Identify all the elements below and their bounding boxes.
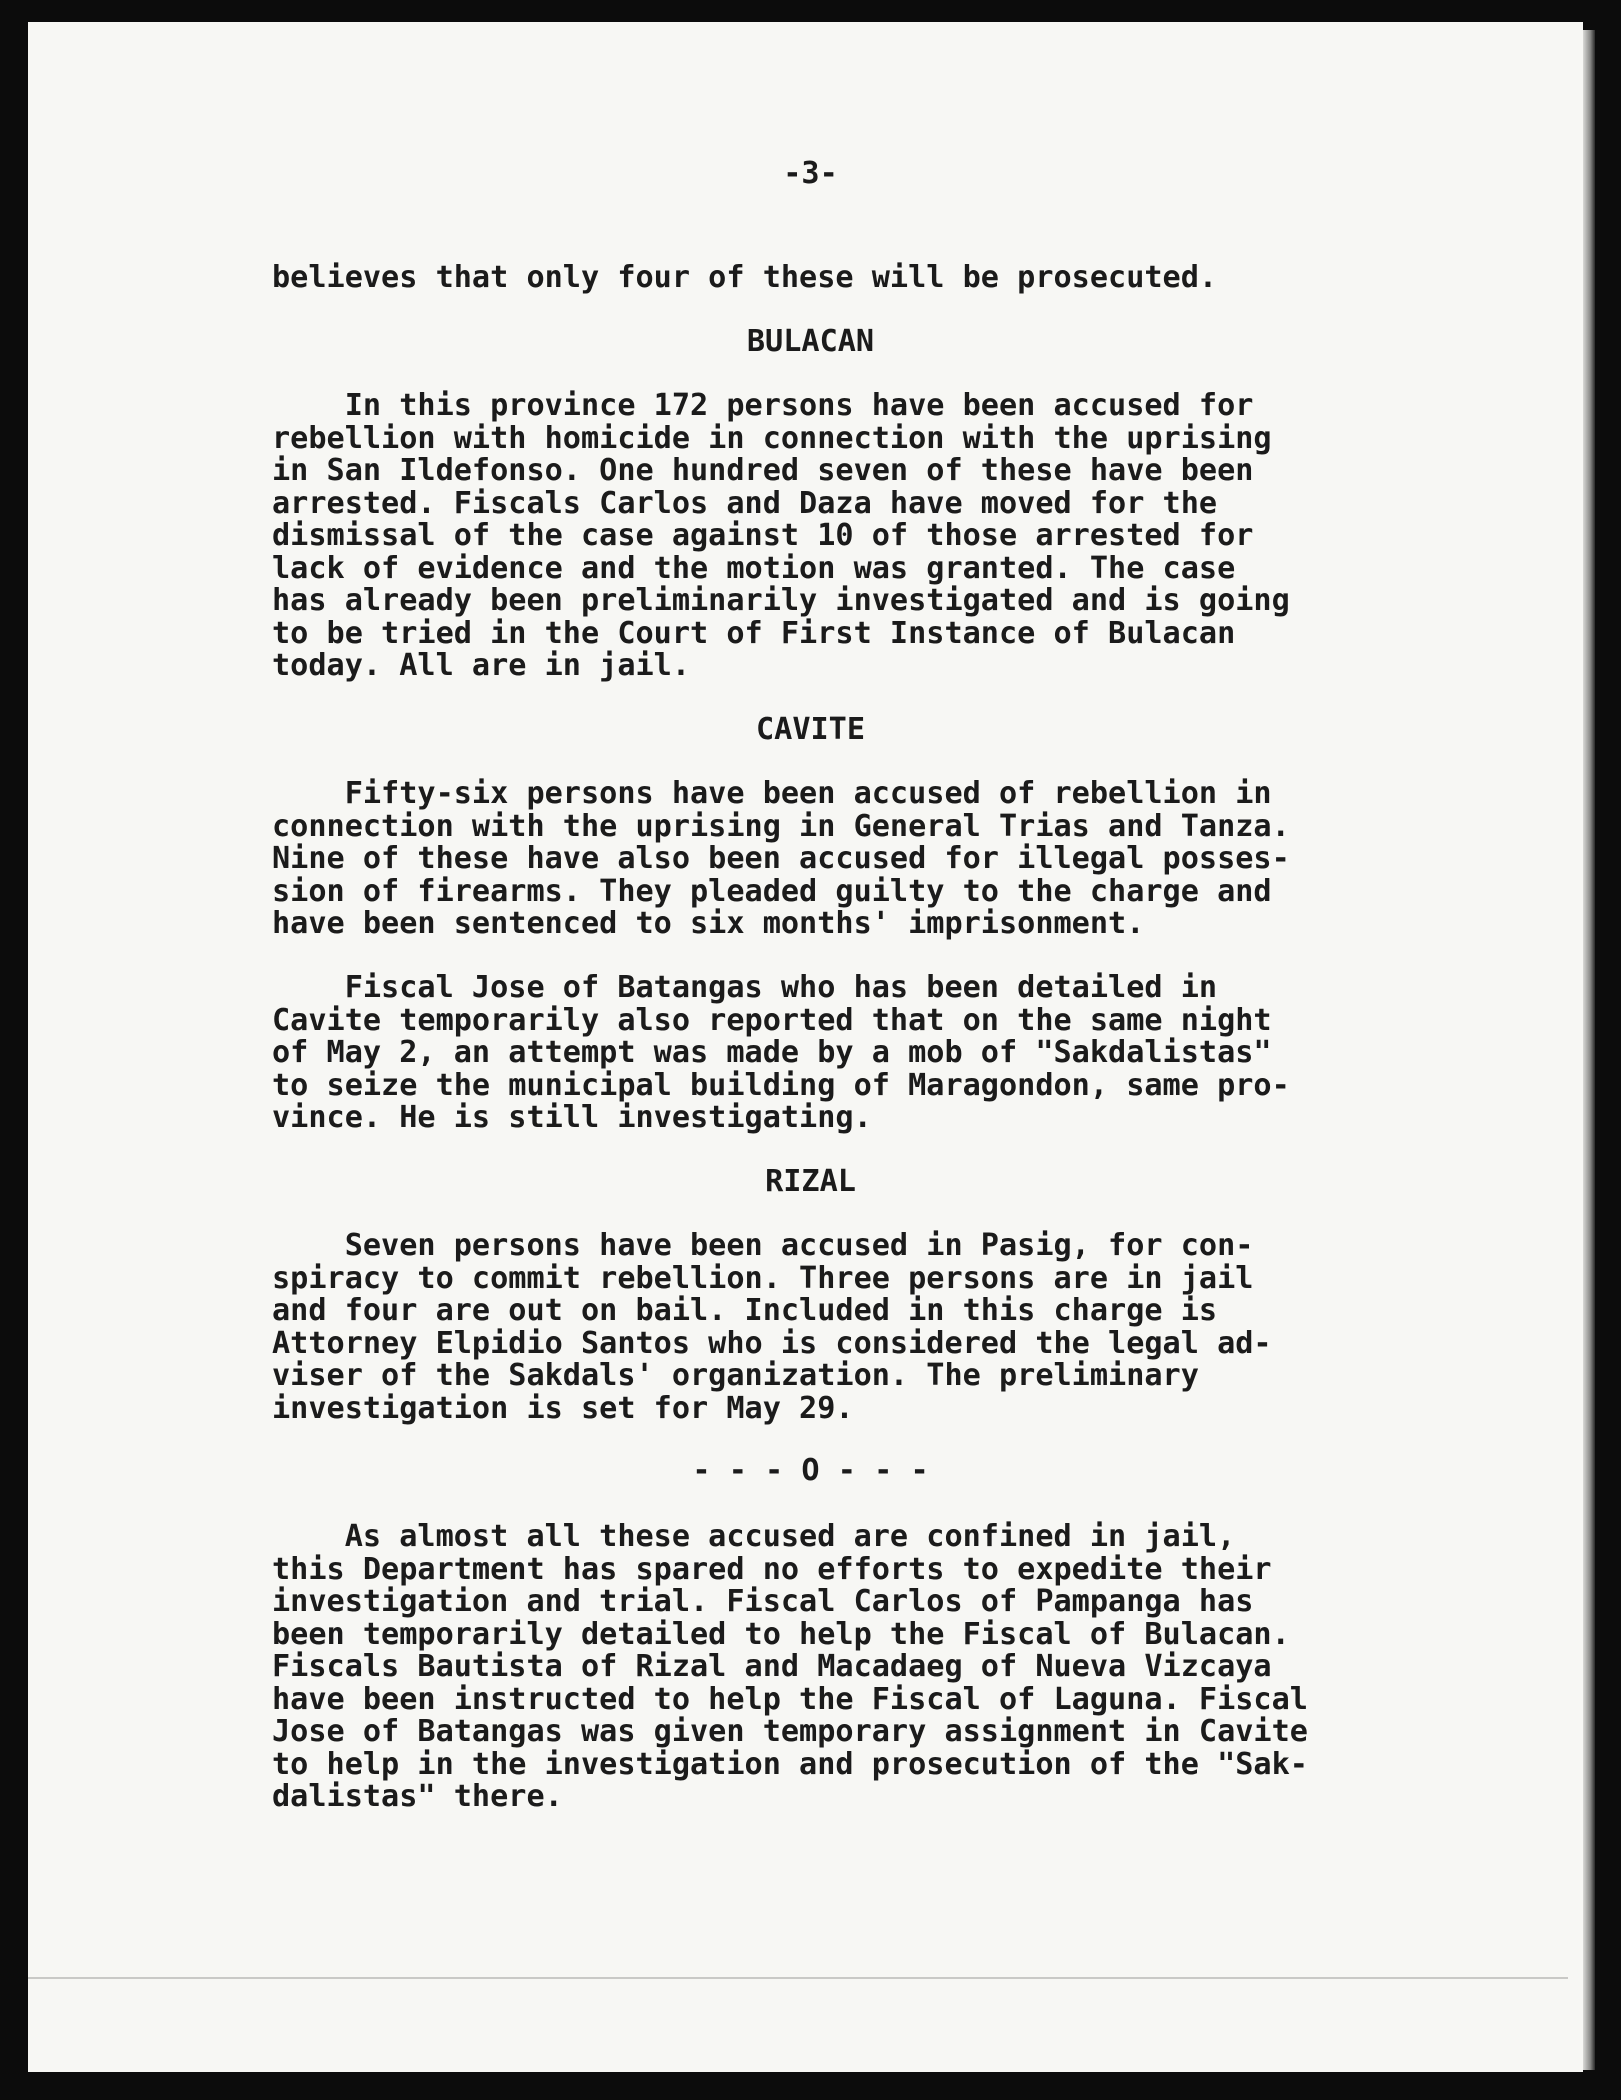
section-heading-bulacan: BULACAN [746,324,875,359]
section-heading-rizal: RIZAL [765,1164,856,1199]
paragraph-bulacan: In this province 172 persons have been accused for rebellion with homicide in connection with the uprising in San Ildefonso. One hundred seven of these have been arrested. Fiscals Carlos and Daza have moved for the dismissal of the case against 10 of those arrested for lack of evidence and the motion was granted. The case has already been preliminarily investigated and is going to be tried in the Court of First Instance of Bulacan today. All are in jail. [272,388,1290,683]
paragraph-rizal: Seven persons have been accused in Pasig, for con- spiracy to commit rebellion. Three persons are in jail and four are out on bail. Included in this charge is Attorney Elpidio Santos who is considered the legal ad- viser of the Sakdals' organization. The preliminary investigation is set for May 29. [272,1228,1272,1426]
paragraph-cavite-1: Fifty-six persons have been accused of rebellion in connection with the uprising in General Trias and Tanza. Nine of these have also been accused for illegal posses- sion of firearms. They pleaded guilty to the charge and have been sentenced to six months' imprisonment. [272,776,1290,941]
section-divider: - - - O - - - [692,1453,929,1488]
section-heading-cavite: CAVITE [755,712,866,747]
paragraph-cavite-2: Fiscal Jose of Batangas who has been detailed in Cavite temporarily also reported that on the same night of May 2, an attempt was made by a mob of "Sakdalistas" to seize the municipal building of Maragondon, same pro- vince. He is still investigating. [272,970,1290,1135]
closing-paragraph: As almost all these accused are confined in jail, this Department has spared no efforts to expedite their investigation and trial. Fiscal Carlos of Pampanga has been temporarily detailed to help the Fiscal of Bulacan. Fiscals Bautista of Rizal and Macadaeg of Nueva Vizcaya have been instructed to help the Fiscal of Laguna. Fiscal Jose of Batangas was given temporary assignment in Cavite to help in the investigation and prosecution of the "Sak- dalistas" there. [272,1519,1308,1814]
page-bottom-rule [28,1977,1568,1979]
opening-line: believes that only four of these will be prosecuted. [272,260,1218,295]
page-number: -3- [783,156,838,191]
